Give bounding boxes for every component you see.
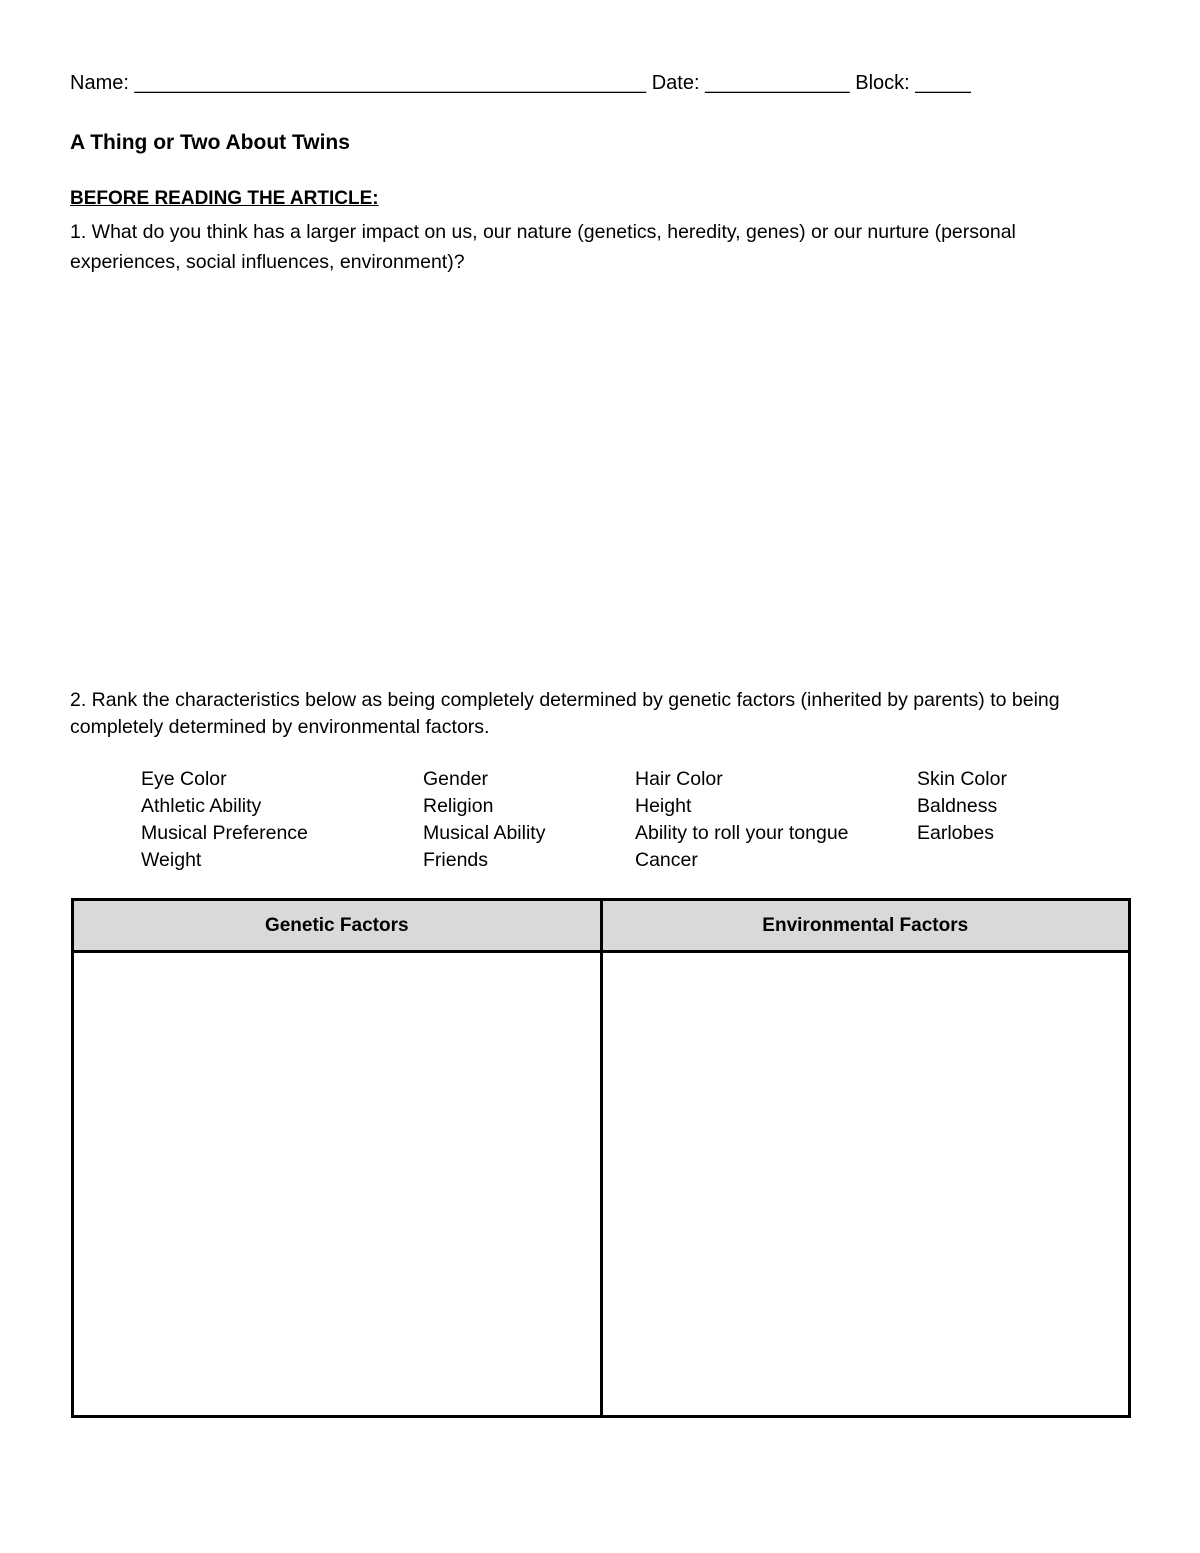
factors-body-row [73,952,1130,1417]
characteristic-item: Height [635,795,692,817]
name-label: Name: [70,72,129,94]
characteristic-item: Musical Ability [423,822,546,844]
characteristic-item: Weight [141,849,202,871]
environmental-factors-cell[interactable] [601,952,1130,1417]
characteristics-row [141,766,1101,793]
factors-table [71,898,1131,1418]
characteristics-row [141,820,1101,847]
characteristic-item: Friends [423,849,489,871]
characteristic-item: Baldness [917,795,998,817]
characteristic-item: Earlobes [917,822,994,844]
characteristic-item: Musical Preference [141,822,308,844]
characteristic-item: Ability to roll your tongue [635,822,849,844]
student-info-line [70,72,1130,95]
question-2: 2. Rank the characteristics below as being completely determined by genetic factors (inherited by parents) to being completely determined by environmental factors. [70,689,1060,738]
characteristic-item: Hair Color [635,768,723,790]
characteristic-item: Skin Color [917,768,1007,790]
characteristics-row [141,793,1101,820]
block-blank[interactable]: _____ [915,72,971,94]
date-label: Date: [651,72,700,94]
question-1: 1. What do you think has a larger impact on us, our nature (genetics, heredity, genes) or our nurture (personal experiences, social influences, environment)? [70,221,1016,273]
section-heading: BEFORE READING THE ARTICLE: [70,188,379,209]
genetic-factors-header: Genetic Factors [73,900,602,952]
page-title: A Thing or Two About Twins [70,131,350,154]
characteristic-item: Gender [423,768,489,790]
characteristic-item: Religion [423,795,494,817]
environmental-factors-header: Environmental Factors [601,900,1130,952]
characteristic-item: Eye Color [141,768,227,790]
block-label: Block: [855,72,910,94]
characteristic-item: Cancer [635,849,698,871]
name-blank[interactable]: ______________________________________________ [134,72,647,94]
characteristic-item: Athletic Ability [141,795,262,817]
characteristics-list [141,766,1101,874]
genetic-factors-cell[interactable] [73,952,602,1417]
factors-header-row [73,900,1130,952]
date-blank[interactable]: _____________ [705,72,850,94]
characteristics-row [141,847,1101,874]
